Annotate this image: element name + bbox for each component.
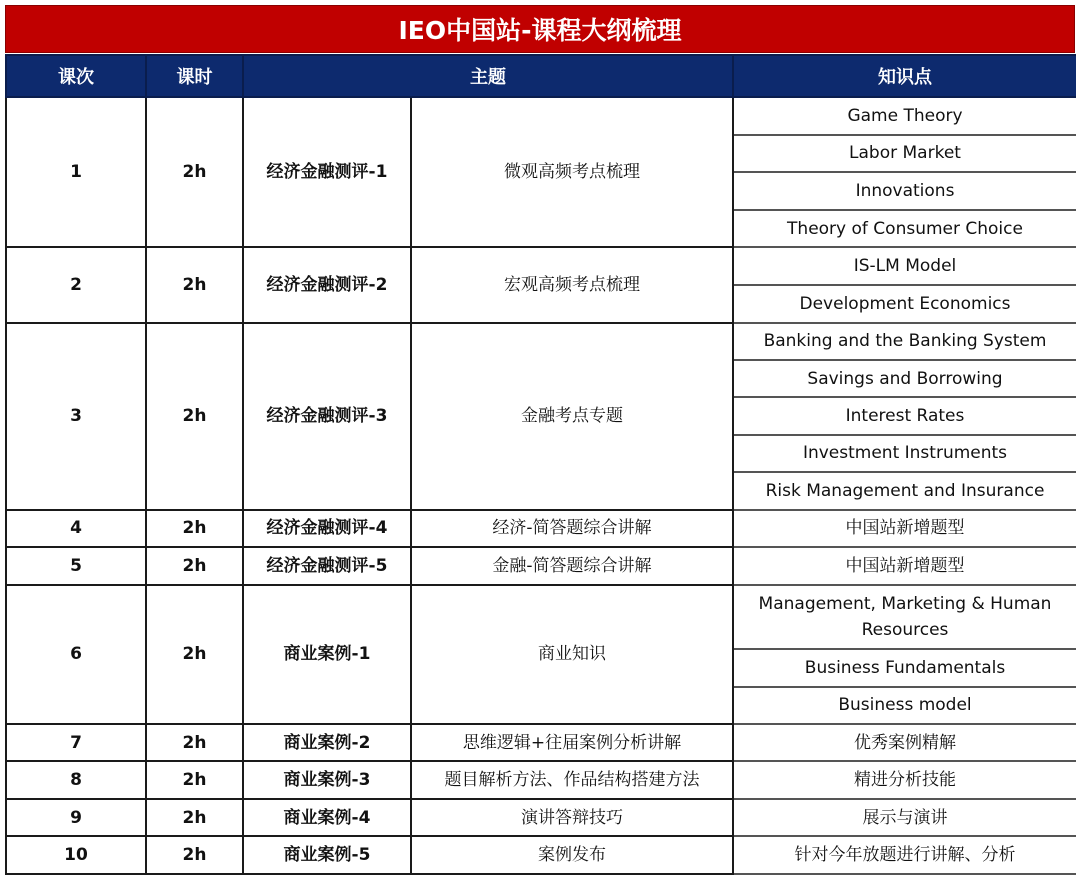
- knowledge-point-cell: Business model: [733, 687, 1076, 724]
- table-row: [6, 585, 1076, 649]
- knowledge-point-cell: 优秀案例精解: [733, 724, 1076, 762]
- knowledge-point-cell: 精进分析技能: [733, 761, 1076, 799]
- table-row: [6, 510, 1076, 548]
- knowledge-point-cell: Management, Marketing & Human Resources: [733, 585, 1076, 649]
- lesson-hours-cell: 2h: [146, 547, 243, 585]
- lesson-topic-cell: 经济金融测评-1: [243, 97, 411, 247]
- lesson-hours-cell: 2h: [146, 724, 243, 762]
- table-row: [6, 247, 1076, 285]
- knowledge-point-cell: Interest Rates: [733, 397, 1076, 434]
- lesson-topic-cell: 商业案例-4: [243, 799, 411, 837]
- lesson-hours-cell: 2h: [146, 761, 243, 799]
- header-row: [6, 55, 1076, 97]
- lesson-hours-cell: 2h: [146, 799, 243, 837]
- knowledge-point-cell: Labor Market: [733, 135, 1076, 173]
- lesson-hours-cell: 2h: [146, 585, 243, 724]
- knowledge-point-cell: Development Economics: [733, 285, 1076, 323]
- knowledge-point-cell: Savings and Borrowing: [733, 360, 1076, 397]
- knowledge-point-cell: Risk Management and Insurance: [733, 472, 1076, 509]
- knowledge-point-cell: Investment Instruments: [733, 435, 1076, 472]
- lesson-subtopic-cell: 宏观高频考点梳理: [411, 247, 733, 322]
- lesson-number-cell: 9: [6, 799, 146, 837]
- lesson-subtopic-cell: 案例发布: [411, 836, 733, 874]
- lesson-number-cell: 5: [6, 547, 146, 585]
- knowledge-point-cell: 中国站新增题型: [733, 547, 1076, 585]
- lesson-subtopic-cell: 经济-简答题综合讲解: [411, 510, 733, 548]
- lesson-number-cell: 1: [6, 97, 146, 247]
- knowledge-point-cell: Innovations: [733, 172, 1076, 210]
- lesson-subtopic-cell: 金融-简答题综合讲解: [411, 547, 733, 585]
- lesson-topic-cell: 经济金融测评-3: [243, 323, 411, 510]
- lesson-topic-cell: 商业案例-1: [243, 585, 411, 724]
- lesson-topic-cell: 商业案例-3: [243, 761, 411, 799]
- lesson-subtopic-cell: 微观高频考点梳理: [411, 97, 733, 247]
- lesson-hours-cell: 2h: [146, 97, 243, 247]
- knowledge-point-cell: 展示与演讲: [733, 799, 1076, 837]
- knowledge-point-cell: Game Theory: [733, 97, 1076, 135]
- table-row: [6, 547, 1076, 585]
- lesson-topic-cell: 经济金融测评-4: [243, 510, 411, 548]
- table-row: [6, 836, 1076, 874]
- table-row: [6, 799, 1076, 837]
- lesson-hours-cell: 2h: [146, 247, 243, 322]
- knowledge-point-cell: Theory of Consumer Choice: [733, 210, 1076, 248]
- lesson-topic-cell: 商业案例-2: [243, 724, 411, 762]
- table-row: [6, 97, 1076, 135]
- lesson-subtopic-cell: 题目解析方法、作品结构搭建方法: [411, 761, 733, 799]
- lesson-subtopic-cell: 商业知识: [411, 585, 733, 724]
- lesson-number-cell: 4: [6, 510, 146, 548]
- lesson-subtopic-cell: 思维逻辑+往届案例分析讲解: [411, 724, 733, 762]
- syllabus-table: [5, 54, 1076, 875]
- lesson-number-cell: 8: [6, 761, 146, 799]
- header-knowledge: 知识点: [733, 55, 1076, 97]
- knowledge-point-cell: Business Fundamentals: [733, 649, 1076, 687]
- table-row: [6, 761, 1076, 799]
- table-row: [6, 323, 1076, 360]
- lesson-subtopic-cell: 金融考点专题: [411, 323, 733, 510]
- header-topic: 主题: [243, 55, 733, 97]
- knowledge-point-cell: Banking and the Banking System: [733, 323, 1076, 360]
- knowledge-point-cell: 中国站新增题型: [733, 510, 1076, 548]
- lesson-subtopic-cell: 演讲答辩技巧: [411, 799, 733, 837]
- lesson-number-cell: 2: [6, 247, 146, 322]
- lesson-number-cell: 10: [6, 836, 146, 874]
- knowledge-point-cell: IS-LM Model: [733, 247, 1076, 285]
- lesson-number-cell: 7: [6, 724, 146, 762]
- header-hours: 课时: [146, 55, 243, 97]
- lesson-number-cell: 3: [6, 323, 146, 510]
- lesson-hours-cell: 2h: [146, 836, 243, 874]
- lesson-topic-cell: 经济金融测评-5: [243, 547, 411, 585]
- knowledge-point-cell: 针对今年放题进行讲解、分析: [733, 836, 1076, 874]
- lesson-hours-cell: 2h: [146, 323, 243, 510]
- lesson-topic-cell: 商业案例-5: [243, 836, 411, 874]
- lesson-topic-cell: 经济金融测评-2: [243, 247, 411, 322]
- lesson-hours-cell: 2h: [146, 510, 243, 548]
- page-title: IEO中国站-课程大纲梳理: [5, 5, 1075, 53]
- lesson-number-cell: 6: [6, 585, 146, 724]
- table-row: [6, 724, 1076, 762]
- header-lesson: 课次: [6, 55, 146, 97]
